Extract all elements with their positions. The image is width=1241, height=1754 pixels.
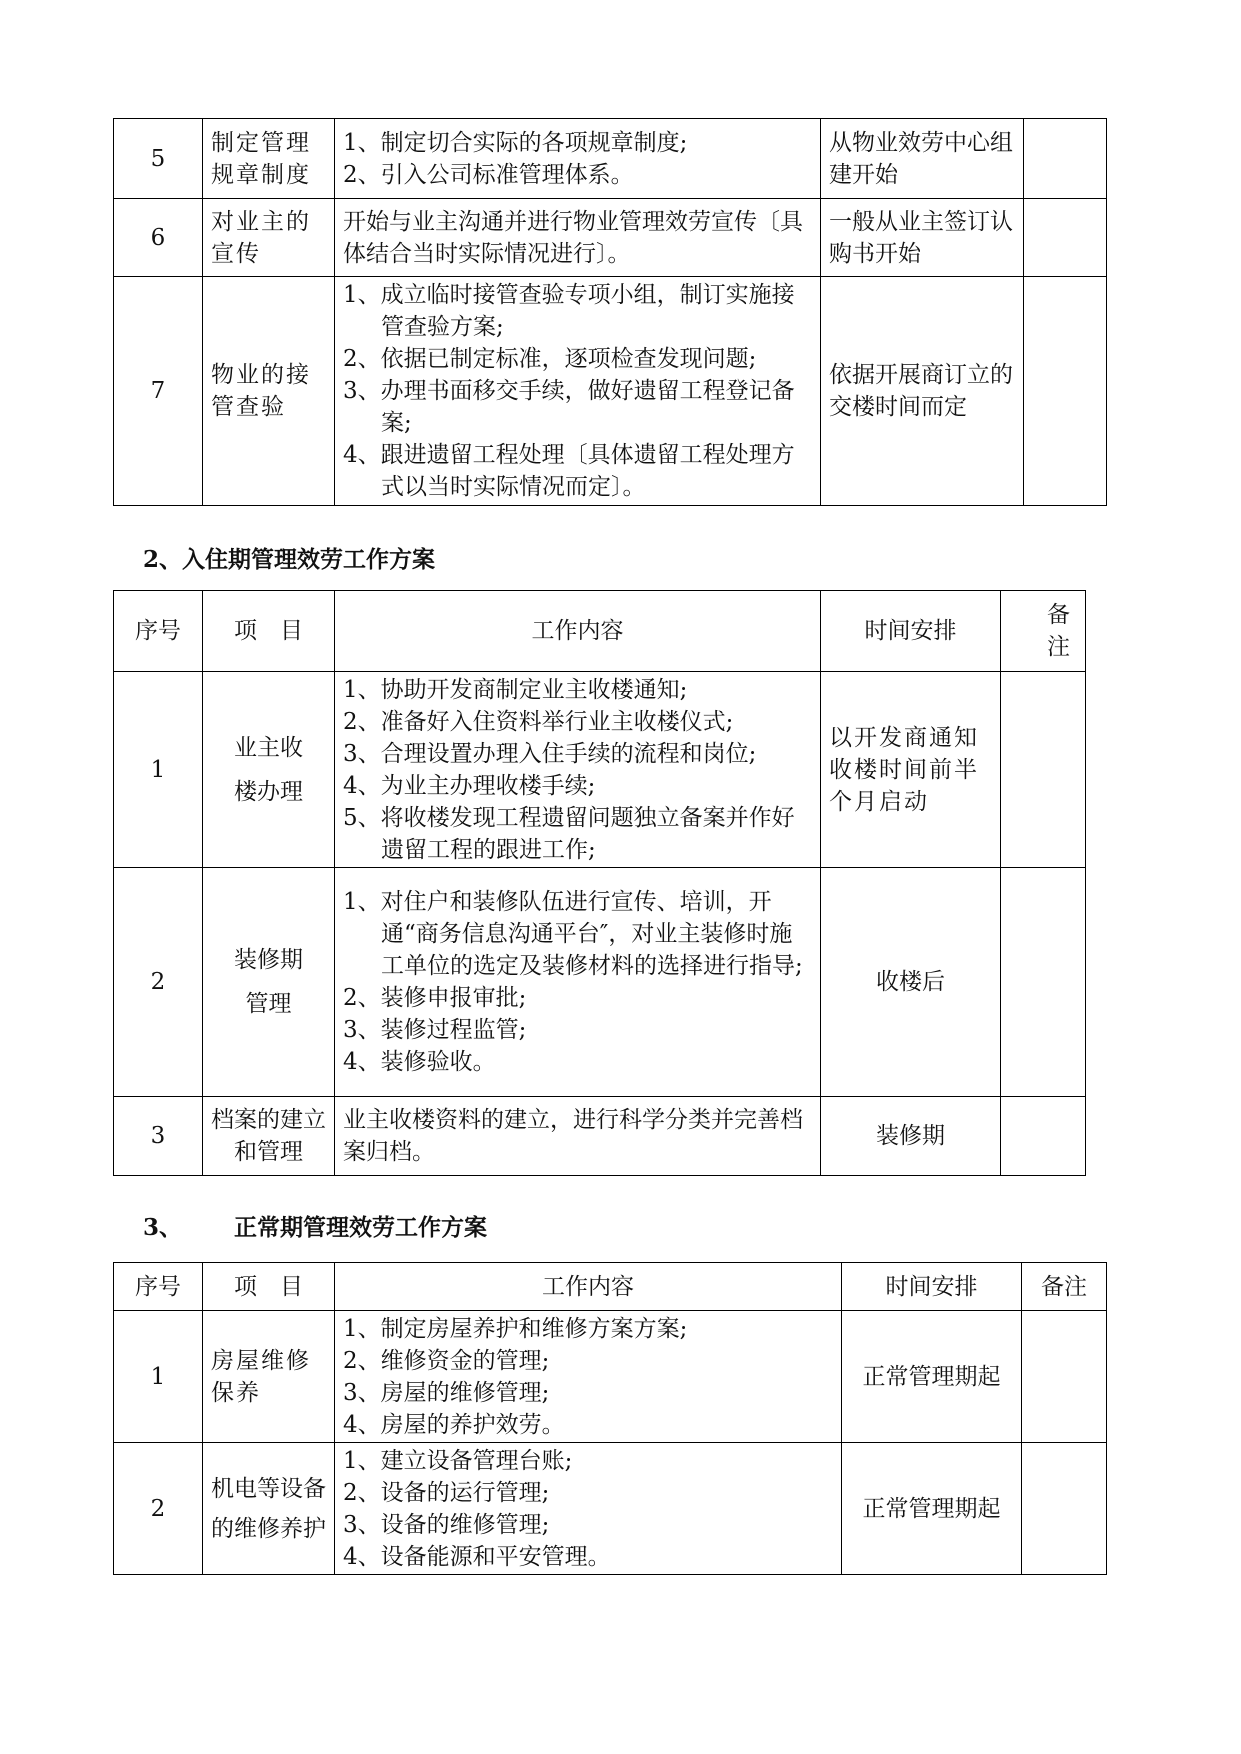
section-3-title: 正常期管理效劳工作方案 — [234, 1214, 488, 1241]
table-header-row — [114, 591, 1086, 672]
row-content — [335, 1443, 842, 1575]
table-row — [114, 199, 1107, 277]
content-line: 1、对住户和装修队伍进行宣传、培训，开通“商务信息沟通平台″，对业主装修时施工单位的选定及装修材料的选择进行指导; — [343, 889, 803, 979]
row-note — [1001, 1097, 1086, 1176]
table-row — [114, 868, 1086, 1097]
table-normal-period — [113, 1262, 1107, 1575]
header-item: 项 目 — [203, 1263, 335, 1311]
row-number: 1 — [114, 672, 203, 868]
content-line: 4、设备能源和平安管理。 — [343, 1543, 611, 1570]
content-line: 2、依据已制定标准，逐项检查发现问题; — [343, 346, 757, 372]
header-content: 工作内容 — [335, 591, 821, 672]
row-time: 正常管理期起 — [842, 1443, 1022, 1575]
row-number: 2 — [114, 1443, 203, 1575]
content-line: 1、协助开发商制定业主收楼通知; — [343, 676, 688, 703]
row-content — [335, 672, 821, 868]
content-line: 4、房屋的养护效劳。 — [343, 1411, 565, 1438]
content-line: 1、制定房屋养护和维修方案方案; — [343, 1315, 688, 1342]
content-line: 5、将收楼发现工程遗留问题独立备案并作好遗留工程的跟进工作; — [343, 804, 795, 863]
header-number: 序号 — [114, 591, 203, 672]
row-content — [335, 119, 821, 199]
row-item: 房屋维修保养 — [203, 1311, 335, 1443]
row-time: 正常管理期起 — [842, 1311, 1022, 1443]
content-line: 2、装修申报审批; — [343, 985, 527, 1011]
row-time: 从物业效劳中心组建开始 — [821, 119, 1024, 199]
row-time: 收楼后 — [821, 868, 1001, 1097]
table-row — [114, 1097, 1086, 1176]
row-number: 3 — [114, 1097, 203, 1176]
content-line: 2、准备好入住资料举行业主收楼仪式; — [343, 708, 734, 735]
table-row — [114, 277, 1107, 506]
section-3-number: 3、 — [143, 1214, 183, 1241]
content-line: 4、跟进遗留工程处理〔具体遗留工程处理方式以当时实际情况而定〕。 — [343, 442, 795, 500]
header-note: 备注 — [1022, 1263, 1107, 1311]
row-item: 机电等设备的维修养护 — [203, 1443, 335, 1575]
table-row — [114, 672, 1086, 868]
row-note — [1022, 1311, 1107, 1443]
row-note — [1024, 199, 1107, 277]
row-number: 5 — [114, 119, 203, 199]
row-number: 7 — [114, 277, 203, 506]
row-number: 1 — [114, 1311, 203, 1443]
content-line: 2、设备的运行管理; — [343, 1479, 550, 1506]
content-line: 2、引入公司标准管理体系。 — [343, 161, 634, 188]
row-item: 对业主的宣传 — [203, 199, 335, 277]
content-line: 3、装修过程监管; — [343, 1017, 527, 1043]
row-item: 档案的建立和管理 — [203, 1097, 335, 1176]
row-note — [1022, 1443, 1107, 1575]
row-time: 依据开展商订立的交楼时间而定 — [821, 277, 1024, 506]
row-content — [335, 1311, 842, 1443]
row-item: 制定管理规章制度 — [203, 119, 335, 199]
section-3-heading — [143, 1213, 487, 1243]
content-line: 2、维修资金的管理; — [343, 1347, 550, 1374]
row-note — [1024, 119, 1107, 199]
row-content: 业主收楼资料的建立，进行科学分类并完善档案归档。 — [335, 1097, 821, 1176]
row-content — [335, 277, 821, 506]
row-item: 物业的接管查验 — [203, 277, 335, 506]
table-header-row — [114, 1263, 1107, 1311]
row-content: 开始与业主沟通并进行物业管理效劳宣传〔具体结合当时实际情况进行〕。 — [335, 199, 821, 277]
content-line: 4、为业主办理收楼手续; — [343, 772, 596, 799]
row-number: 2 — [114, 868, 203, 1097]
row-item: 装修期管理 — [203, 868, 335, 1097]
content-line: 3、设备的维修管理; — [343, 1511, 550, 1538]
header-time: 时间安排 — [842, 1263, 1022, 1311]
content-line: 4、装修验收。 — [343, 1049, 496, 1075]
header-number: 序号 — [114, 1263, 203, 1311]
row-time: 以开发商通知收楼时间前半个月启动 — [821, 672, 1001, 868]
table-row — [114, 1311, 1107, 1443]
row-note — [1001, 868, 1086, 1097]
content-line: 3、合理设置办理入住手续的流程和岗位; — [343, 740, 757, 767]
content-line: 1、制定切合实际的各项规章制度; — [343, 129, 688, 156]
header-content: 工作内容 — [335, 1263, 842, 1311]
row-number: 6 — [114, 199, 203, 277]
row-time: 装修期 — [821, 1097, 1001, 1176]
row-content — [335, 868, 821, 1097]
content-line: 3、办理书面移交手续，做好遗留工程登记备案; — [343, 378, 795, 436]
content-line: 1、成立临时接管查验专项小组，制订实施接管查验方案; — [343, 282, 795, 340]
row-time: 一般从业主签订认购书开始 — [821, 199, 1024, 277]
table-continued — [113, 118, 1107, 506]
table-move-in-period — [113, 590, 1086, 1176]
row-item: 业主收楼办理 — [203, 672, 335, 868]
header-note: 备注 — [1001, 591, 1086, 672]
table-row — [114, 1443, 1107, 1575]
content-line: 1、建立设备管理台账; — [343, 1447, 573, 1474]
header-item: 项 目 — [203, 591, 335, 672]
row-note — [1024, 277, 1107, 506]
section-2-heading: 2、入住期管理效劳工作方案 — [143, 546, 436, 573]
table-row — [114, 119, 1107, 199]
content-line: 3、房屋的维修管理; — [343, 1379, 550, 1406]
header-time: 时间安排 — [821, 591, 1001, 672]
row-note — [1001, 672, 1086, 868]
